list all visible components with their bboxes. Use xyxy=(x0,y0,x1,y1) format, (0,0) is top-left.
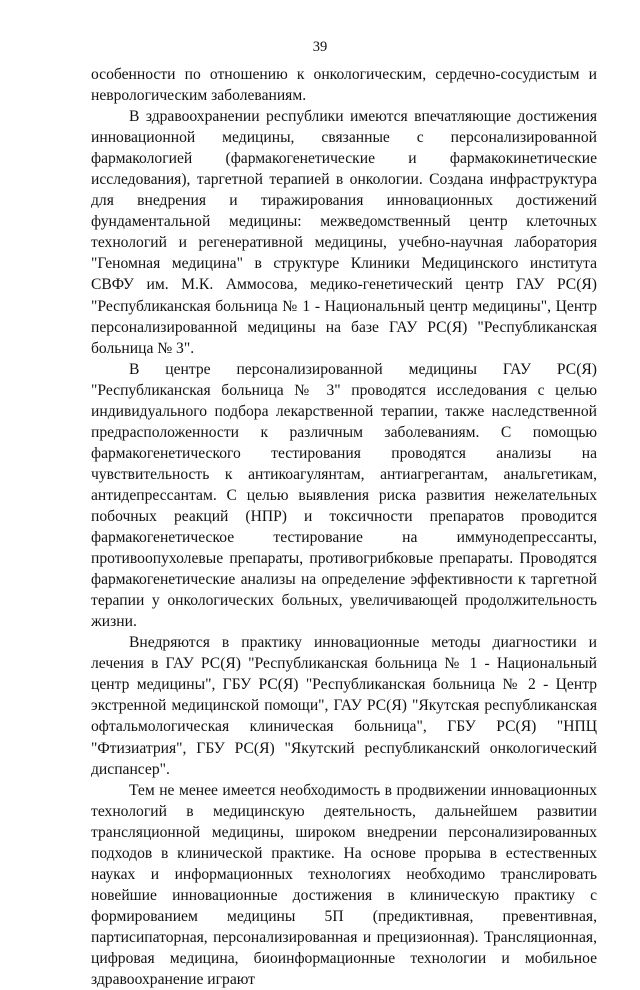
paragraph-translational-medicine: Тем не менее имеется необходимость в продвижении инновационных технологий в медицинскую деятельность, дальнейшем развитии трансляционной медицины, широком внедрении персонализированных подходов в клинической практике. На основе прорыва в естественных науках и информационных технологиях необходимо транслировать новейшие инновационные достижения в клиническую практику с формированием медицины 5П (предиктивная, превентивная, партисипаторная, персонализированная и прецизионная). Трансляционная, цифровая медицина, биоинформационные технологии и мобильное здравоохранение играют xyxy=(91,781,597,989)
page-number: 39 xyxy=(312,39,328,55)
paragraph-diagnostic-methods: Внедряются в практику инновационные методы диагностики и лечения в ГАУ РС(Я) "Республиканская больница № 1 - Национальный центр медицины", ГБУ РС(Я) "Республиканская больница № 2 - Центр экстренной медицинской помощи", ГАУ РС(Я) "Якутская республиканская офтальмологическая клиническая больница", ГБУ РС(Я) "НПЦ "Фтизиатрия", ГБУ РС(Я) "Якутский республиканский онкологический диспансер". xyxy=(91,634,597,778)
paragraph-personalized-medicine-center: В центре персонализированной медицины ГАУ РС(Я) "Республиканская больница № 3" проводятся исследования с целью индивидуального подбора лекарственной терапии, также наследственной предрасположенности к различным заболеваниям. С помощью фармакогенетического тестирования проводятся анализы на чувствительность к антикоагулянтам, антиагрегантам, анальгетикам, антидепрессантам. С целью выявления риска развития нежелательных побочных реакций (НПР) и токсичности препаратов проводится фармакогенетическое тестирование на иммунодепрессанты, противоопухолевые препараты, противогрибковые препараты. Проводятся фармакогенетические анализы на определение эффективности к таргетной терапии у онкологических больных, увеличивающей продолжительность жизни. xyxy=(91,360,597,631)
paragraph-continuation: особенности по отношению к онкологическим, сердечно-сосудистым и неврологическим заболеваниям. xyxy=(91,66,597,105)
body-text xyxy=(91,64,597,990)
paragraph-innovative-medicine: В здравоохранении республики имеются впечатляющие достижения инновационной медицины, связанные с персонализированной фармакологией (фармакогенетические и фармакокинетические исследования), таргетной терапией в онкологии. Создана инфраструктура для внедрения и тиражирования инновационных достижений фундаментальной медицины: межведомственный центр клеточных технологий и регенеративной медицины, учебно-научная лаборатория "Геномная медицина" в структуре Клиники Медицинского института СВФУ им. М.К. Аммосова, медико-генетический центр ГАУ РС(Я) "Республиканская больница № 1 - Национальный центр медицины", Центр персонализированной медицины на базе ГАУ РС(Я) "Республиканская больница № 3". xyxy=(91,108,597,357)
